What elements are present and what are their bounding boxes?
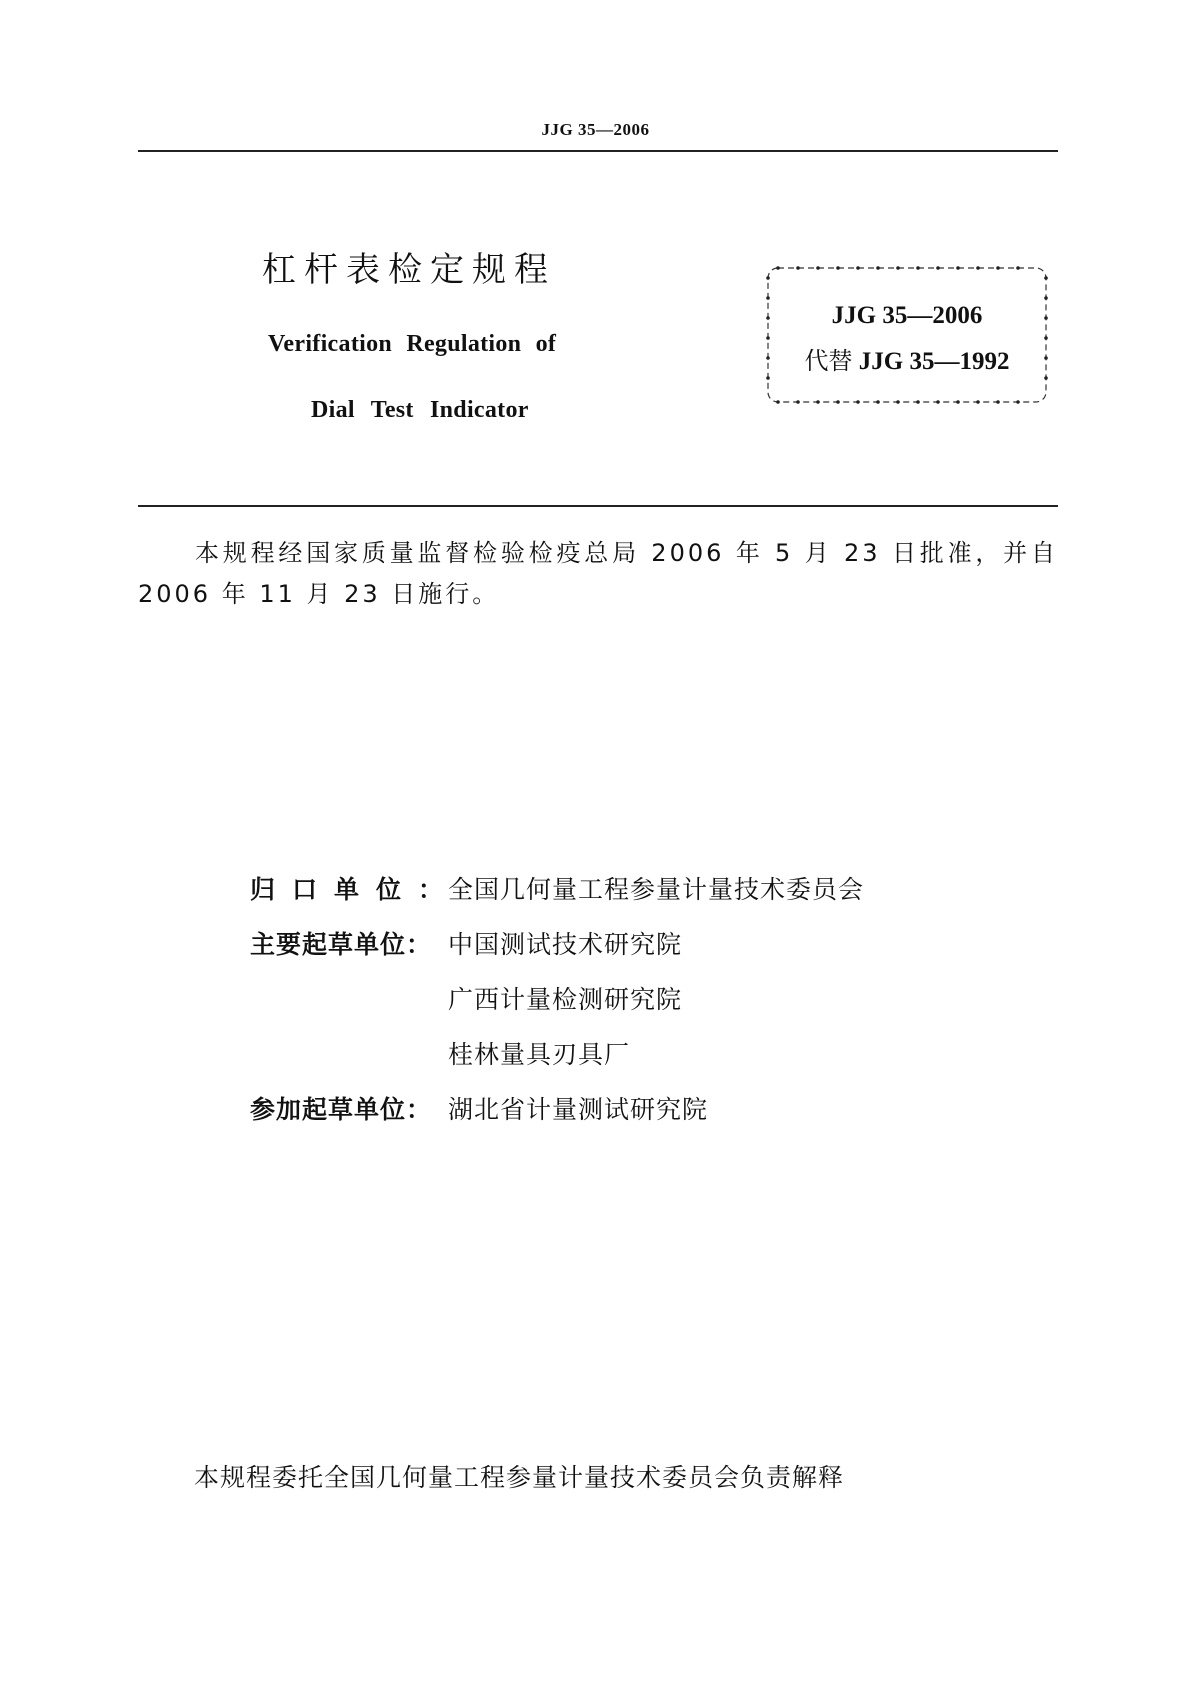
approval-statement: 本规程经国家质量监督检验检疫总局 2006 年 5 月 23 日批准，并自 2006 年 11 月 23 日施行。 xyxy=(138,539,1058,608)
document-title-en-line1: Verification Regulation of xyxy=(268,331,557,357)
header-standard-code: JJG 35—2006 xyxy=(541,120,650,139)
unit-label: 主要起草单位： xyxy=(250,930,433,959)
replaces-standard xyxy=(762,341,1052,376)
unit-value: 全国几何量工程参量计量技术委员会 xyxy=(448,875,865,904)
header-divider xyxy=(138,150,1058,152)
unit-label: 归口单位： xyxy=(250,875,461,904)
standard-number: JJG 35—2006 xyxy=(831,302,983,329)
decorative-border xyxy=(762,262,1052,408)
unit-value: 广西计量检测研究院 xyxy=(448,985,683,1014)
unit-value: 湖北省计量测试研究院 xyxy=(448,1095,709,1124)
document-title-zh: 杠杆表检定规程 xyxy=(262,250,556,290)
unit-label: 参加起草单位： xyxy=(250,1095,433,1124)
replaces-code: JJG 35—1992 xyxy=(858,348,1010,375)
standard-code-frame xyxy=(762,262,1052,408)
document-title-en-line2: Dial Test Indicator xyxy=(311,397,529,423)
unit-value: 中国测试技术研究院 xyxy=(448,930,683,959)
unit-value: 桂林量具刃具厂 xyxy=(448,1040,631,1069)
replaces-prefix: 代替 xyxy=(804,347,853,375)
section-divider xyxy=(138,505,1058,507)
interpretation-note: 本规程委托全国几何量工程参量计量技术委员会负责解释 xyxy=(194,1463,845,1492)
